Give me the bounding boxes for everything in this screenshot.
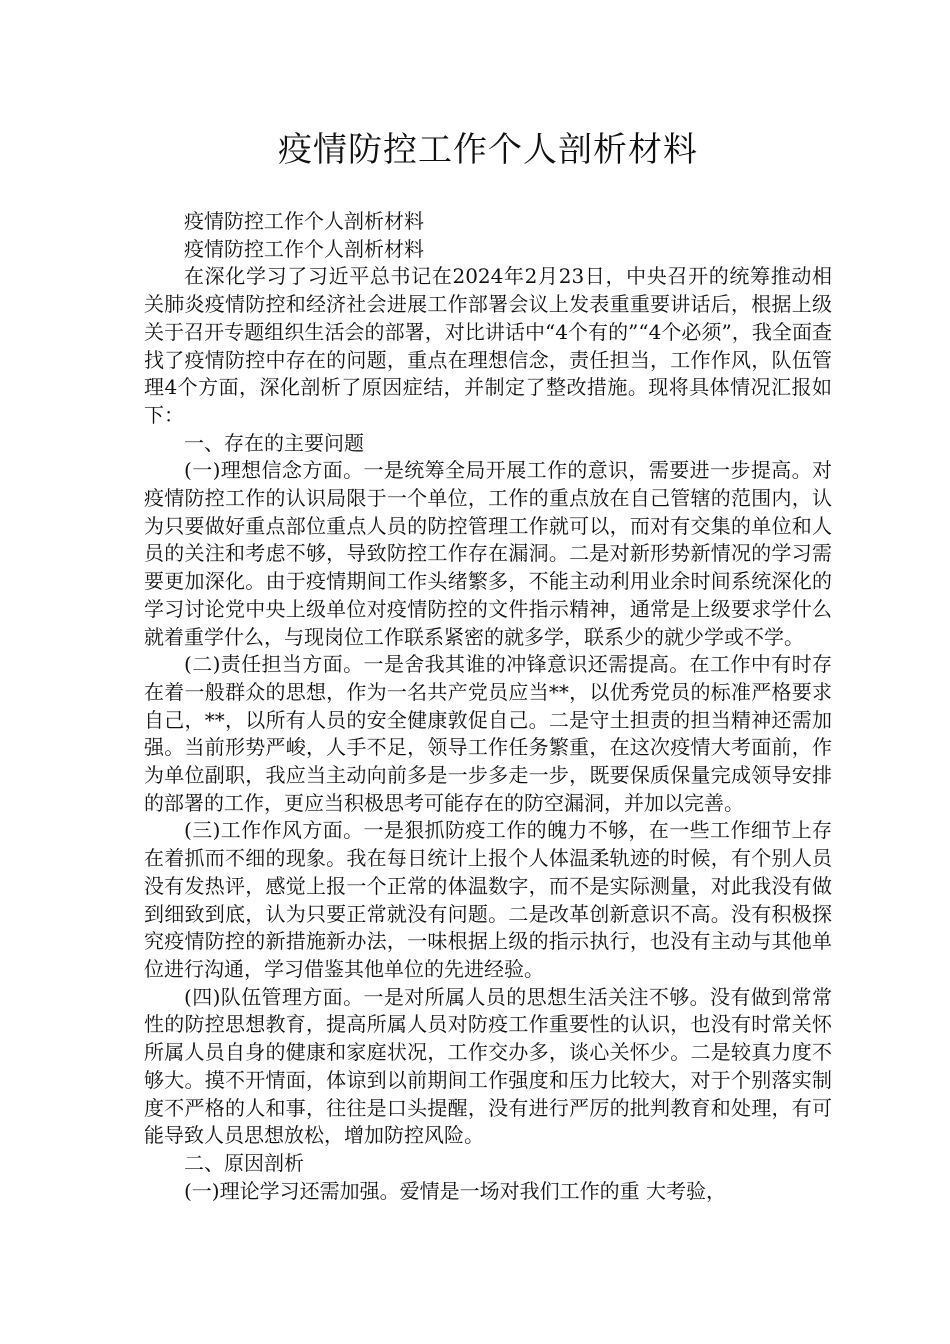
section-heading-problems: 一、存在的主要问题 — [184, 430, 364, 455]
paragraph-subtitle-2: 疫情防控工作个人剖析材料 — [184, 236, 424, 261]
paragraph-intro: 在深化学习了习近平总书记在2024年2月23日，中央召开的统筹推动相关肺炎疫情防控和经济社会进展工作部署会议上发表重重要讲话后，根据上级关于召开专题组织生活会的部署，对比讲话中“4个有的”“4个必须”，我全面查找了疫情防控中存在的问题，重点在理想信念，责任担当，工作作风，队伍管理4个方面，深化剖析了原因症结，并制定了整改措施。现将具体情况汇报如下： — [144, 264, 832, 427]
paragraph-ideals-beliefs: (一)理想信念方面。一是统筹全局开展工作的意识，需要进一步提高。对疫情防控工作的认识局限于一个单位，工作的重点放在自己管辖的范围内，认为只要做好重点部位重点人员的防控管理工作就可以，而对有交集的单位和人员的关注和考虑不够，导致防控工作存在漏洞。二是对新形势新情况的学习需要更加深化。由于疫情期间工作头绪繁多，不能主动利用业余时间系统深化的学习讨论党中央上级单位对疫情防控的文件指示精神，通常是上级要求学什么就着重学什么，与现岗位工作联系紧密的就多学，联系少的就少学或不学。 — [144, 458, 832, 649]
paragraph-theory-study: (一)理论学习还需加强。爱情是一场对我们工作的重 大考验， — [184, 1178, 726, 1203]
section-heading-causes: 二、原因剖析 — [184, 1150, 304, 1175]
document-title: 疫情防控工作个人剖析材料 — [278, 130, 698, 170]
paragraph-responsibility: (二)责任担当方面。一是舍我其谁的冲锋意识还需提高。在工作中有时存在着一般群众的思想，作为一名共产党员应当**，以优秀党员的标准严格要求自己，**，以所有人员的安全健康敦促自己。二是守土担责的担当精神还需加强。当前形势严峻，人手不足，领导工作任务繁重，在这次疫情大考面前，作为单位副职，我应当主动向前多是一步多走一步，既要保质保量完成领导安排的部署的工作，更应当积极思考可能存在的防空漏洞，并加以完善。 — [144, 652, 832, 815]
paragraph-team-management: (四)队伍管理方面。一是对所属人员的思想生活关注不够。没有做到常常性的防控思想教育，提高所属人员对防疫工作重要性的认识，也没有时常关怀所属人员自身的健康和家庭状况，工作交办多，谈心关怀少。二是较真力度不够大。摸不开情面，体谅到以前期间工作强度和压力比较大，对于个别落实制度不严格的人和事，往往是口头提醒，没有进行严厉的批判教育和处理，有可能导致人员思想放松，增加防控风险。 — [144, 984, 832, 1148]
paragraph-subtitle-1: 疫情防控工作个人剖析材料 — [184, 209, 424, 233]
document-body — [144, 208, 832, 1205]
paragraph-work-style: (三)工作作风方面。一是狠抓防疫工作的魄力不够，在一些工作细节上存在着抓而不细的现象。我在每日统计上报个人体温柔轨迹的时候，有个别人员没有发热评，感觉上报一个正常的体温数字，而不是实际测量，对此我没有做到细致到底，认为只要正常就没有问题。二是改革创新意识不高。没有积极探究疫情防控的新措施新办法，一味根据上级的指示执行，也没有主动与其他单位进行沟通，学习借鉴其他单位的先进经验。 — [144, 818, 832, 981]
